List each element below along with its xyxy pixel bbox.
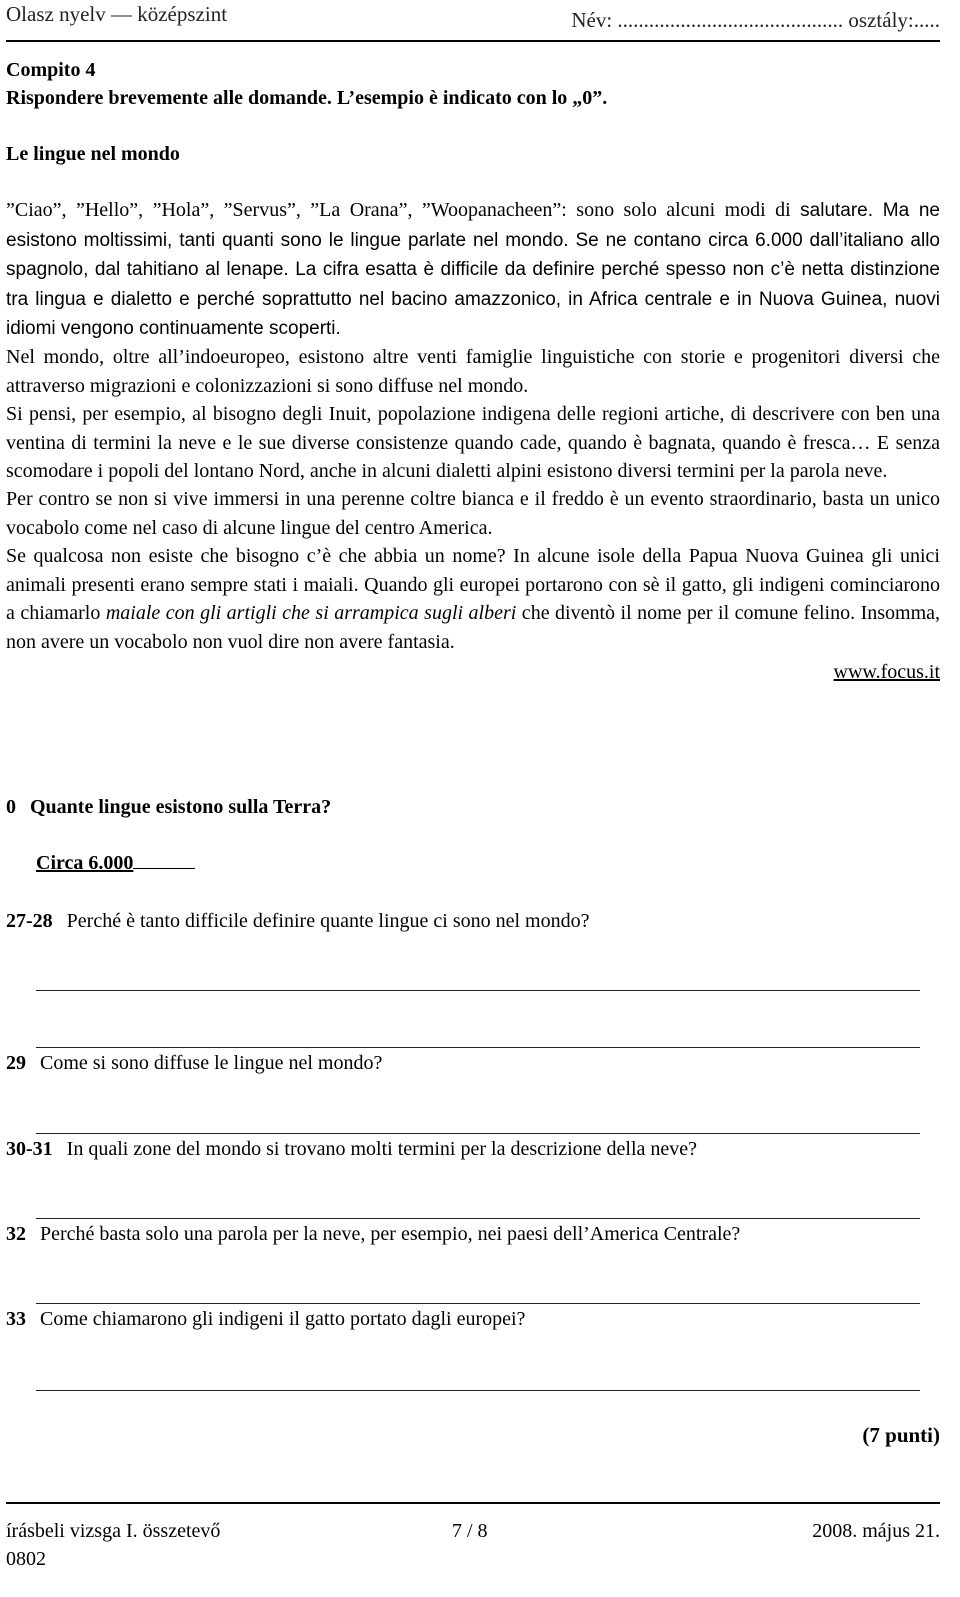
exam-date: 2008. május 21. <box>812 1520 940 1542</box>
question-30-31 <box>6 1138 697 1161</box>
example-answer <box>36 852 195 875</box>
page-header <box>6 0 940 44</box>
question-text: Perché è tanto difficile definire quante lingue ci sono nel mondo? <box>66 910 590 932</box>
question-32 <box>6 1223 740 1246</box>
paragraph-1-sans: salutare. Ma ne esistono moltissimi, tanti quanti sono le lingue parlate nel mondo. Se ne contano circa 6.000 dall’italiano allo spagnolo, dal tahitiano al lenape. La cifra esatta è difficile da definire perché spesso non c’è netta distinzione tra lingua e dialetto e perché soprattutto nel bacino amazzonico, in Africa centrale e in Nuova Guinea, nuovi idiomi vengono continuamente scoperti. <box>6 200 940 340</box>
question-text: Quante lingue esistono sulla Terra? <box>30 796 332 818</box>
question-number: 32 <box>6 1223 26 1245</box>
question-number: 30-31 <box>6 1138 53 1160</box>
question-number: 33 <box>6 1308 26 1330</box>
paragraph-1 <box>6 196 940 343</box>
question-number: 27-28 <box>6 910 53 932</box>
question-text: In quali zone del mondo si trovano molti termini per la descrizione della neve? <box>66 1138 698 1160</box>
footer-exam-part: írásbeli vizsga I. összetevő <box>6 1520 221 1542</box>
task-points: (7 punti) <box>862 1423 940 1447</box>
answer-line-30-31[interactable] <box>36 1218 920 1219</box>
question-text: Come chiamarono gli indigeni il gatto portato dagli europei? <box>40 1308 526 1330</box>
paragraph-2: Nel mondo, oltre all’indoeuropeo, esistono altre venti famiglie linguistiche con storie e progenitori diversi che attraverso migrazioni e colonizzazioni si sono diffuse nel mondo. <box>6 346 940 397</box>
text-title: Le lingue nel mondo <box>6 143 180 165</box>
reading-text <box>6 56 940 686</box>
task-title: Compito 4 <box>6 59 96 81</box>
question-29 <box>6 1052 382 1075</box>
question-number: 0 <box>6 796 16 818</box>
task-instruction: Rispondere brevemente alle domande. L’esempio è indicato con lo „0”. <box>6 87 608 109</box>
paragraph-4: Per contro se non si vive immersi in una perenne coltre bianca e il freddo è un evento straordinario, basta un unico vocabolo come nel caso di alcune lingue del centro America. <box>6 488 940 539</box>
paragraph-5 <box>6 542 940 656</box>
answer-line-29[interactable] <box>36 1133 920 1134</box>
paragraph-3: Si pensi, per esempio, al bisogno degli Inuit, popolazione indigena delle regioni artiche, di descrivere con ben una ventina di termini la neve e le sue diverse consistenze quando cade, quando è bagnata, quando è fresca… E senza scomodare i popoli del lontano Nord, anche in alcuni dialetti alpini esistono diversi termini per la parola neve. <box>6 403 940 483</box>
source-link[interactable]: www.focus.it <box>833 660 940 683</box>
answer-line-27-28-a[interactable] <box>36 990 920 991</box>
example-answer-blank <box>133 867 195 869</box>
paragraph-1-serif: ”Ciao”, ”Hello”, ”Hola”, ”Servus”, ”La Orana”, ”Woopanacheen”: sono solo alcuni modi di <box>6 199 801 222</box>
answer-line-27-28-b[interactable] <box>36 1047 920 1048</box>
answer-line-33[interactable] <box>36 1390 920 1391</box>
paragraph-5-start: Se qualcosa non esiste che bisogno c’è che abbia un nome? In alcune isole della Papua Nuova Guinea gli unici animali presenti erano sempre stati i maiali. Quando gli europei portarono con sè il gatto, gli indigeni cominciarono a chiamarlo <box>6 545 940 625</box>
header-name-class-field: Név: ........................................... osztály:..... <box>571 8 940 32</box>
paragraph-5-end: che diventò il nome per il comune felino. Insomma, non avere un vocabolo non vuol dire non avere fantasia. <box>6 602 941 653</box>
header-subject: Olasz nyelv — középszint <box>6 2 228 26</box>
header-rule <box>6 40 940 42</box>
page-number: 7 / 8 <box>452 1520 488 1542</box>
footer-rule <box>6 1502 940 1504</box>
exam-code: 0802 <box>6 1548 46 1570</box>
question-text: Perché basta solo una parola per la neve, per esempio, nei paesi dell’America Centrale? <box>40 1223 741 1245</box>
paragraph-5-italic: maiale con gli artigli che si arrampica sugli alberi <box>105 602 517 625</box>
question-0 <box>6 796 331 819</box>
example-answer-text: Circa 6.000 <box>36 852 134 874</box>
question-number: 29 <box>6 1052 26 1074</box>
question-27-28 <box>6 910 589 933</box>
question-text: Come si sono diffuse le lingue nel mondo? <box>40 1052 383 1074</box>
question-33 <box>6 1308 525 1331</box>
answer-line-32[interactable] <box>36 1303 920 1304</box>
